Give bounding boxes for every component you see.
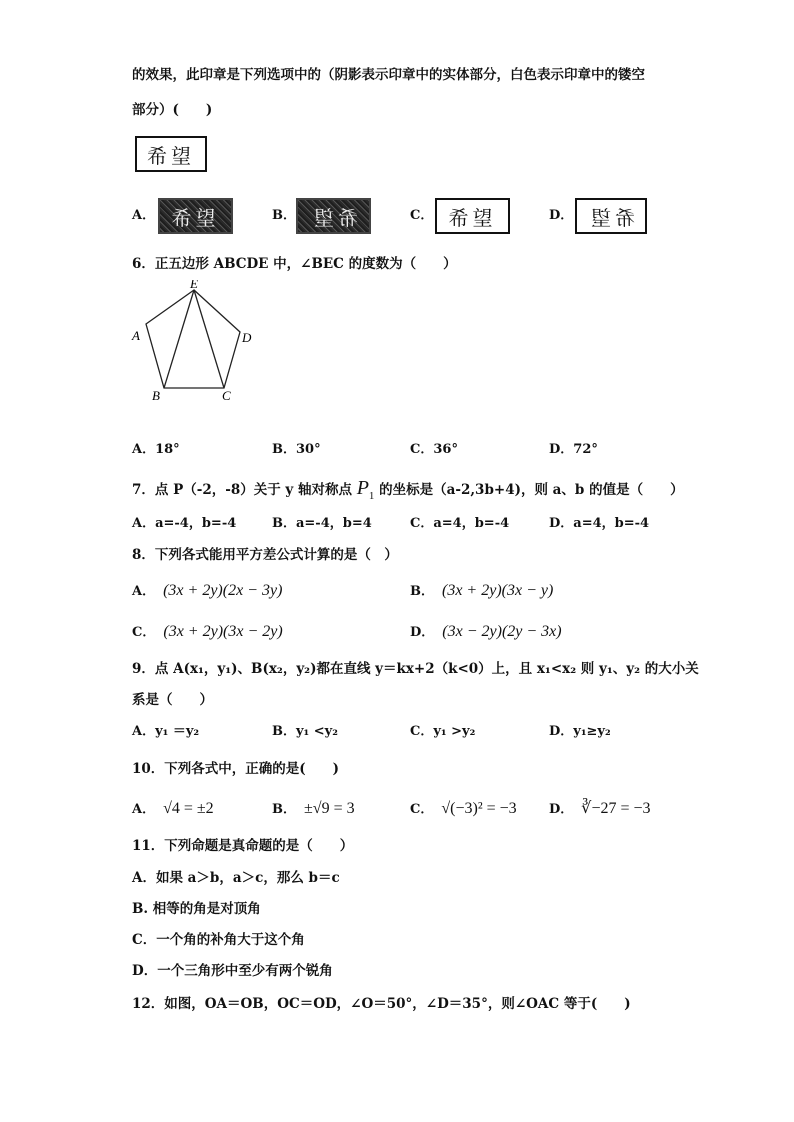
option-label: D． [549, 802, 574, 817]
option-expression: (3x + 2y)(3x − 2y) [163, 623, 283, 640]
q11-option-d: D．一个三角形中至少有两个锐角 [132, 963, 333, 979]
pentagon-outline [146, 290, 240, 388]
q9-option-d: D．y₁≥y₂ [549, 724, 611, 739]
seal-text: 希望 [147, 143, 195, 168]
q10-option-a [132, 799, 214, 820]
seal-text-mirrored: 希望 [587, 205, 635, 230]
q6-option-c: C．36° [410, 442, 458, 457]
q8-option-c [132, 622, 283, 643]
q7-option-c: C．a=4，b=-4 [410, 516, 510, 531]
q11-option-a: A．如果 a＞b，a＞c，那么 b＝c [132, 870, 340, 886]
vertex-label-e: E [190, 280, 198, 291]
q5-option-a-seal [158, 198, 233, 234]
option-expression: (3x − 2y)(2y − 3x) [442, 623, 562, 640]
q5-stem-line2: 部分）( ) [132, 102, 213, 118]
q7-stem-part-b: 的坐标是（a-2,3b+4)，则 a、b 的值是（ ） [379, 482, 684, 498]
q5-original-seal [135, 136, 207, 172]
option-expression: (3x + 2y)(3x − y) [442, 582, 554, 599]
q7-option-b: B．a=-4，b=4 [272, 516, 372, 531]
q5-option-d-seal [575, 198, 647, 234]
q5-option-b-seal [296, 198, 371, 234]
q7-stem [132, 479, 684, 505]
segment-ec [194, 290, 224, 388]
q5-option-c-label: C． [410, 208, 434, 223]
option-label: A． [132, 802, 156, 817]
q11-option-c: C．一个角的补角大于这个角 [132, 932, 305, 948]
option-expression: ±√9 = 3 [304, 800, 355, 817]
seal-text: 希望 [448, 205, 497, 230]
seal-text: 希望 [171, 205, 220, 230]
q6-option-a: A．18° [132, 442, 180, 457]
option-label: C． [132, 625, 156, 640]
option-label: B． [272, 802, 296, 817]
q10-option-d [549, 799, 651, 820]
vertex-label-b: B [152, 388, 160, 403]
q5-stem-line1: 的效果，此印章是下列选项中的（阴影表示印章中的实体部分，白色表示印章中的镂空 [132, 67, 645, 83]
vertex-label-d: D [242, 330, 252, 345]
q5-option-b-label: B． [272, 208, 296, 223]
q6-option-b: B．30° [272, 442, 321, 457]
q7-option-a: A．a=-4，b=-4 [132, 516, 237, 531]
q9-option-c: C．y₁ >y₂ [410, 724, 476, 739]
q9-option-a: A．y₁ ＝y₂ [132, 724, 200, 739]
q10-option-b [272, 799, 355, 820]
q9-option-b: B．y₁ <y₂ [272, 724, 338, 739]
point-p: P [356, 477, 369, 499]
q12-stem: 12．如图，OA＝OB，OC＝OD，∠O＝50°，∠D＝35°，则∠OAC 等于( ) [132, 996, 631, 1012]
q7-option-d: D．a=4，b=-4 [549, 516, 650, 531]
seal-text-mirrored: 希望 [309, 205, 358, 230]
q9-stem-line2: 系是（ ） [132, 692, 213, 708]
option-expression: ∛−27 = −3 [581, 800, 651, 817]
option-label: C． [410, 802, 434, 817]
q7-stem-part-a: 7．点 P（-2，-8）关于 y 轴对称点 [132, 482, 352, 498]
q11-stem: 11．下列命题是真命题的是（ ） [132, 838, 354, 854]
q10-option-c [410, 799, 517, 820]
option-label: D． [410, 625, 435, 640]
q8-option-b [410, 581, 553, 602]
point-subscript: 1 [368, 490, 375, 502]
option-expression: √4 = ±2 [163, 800, 214, 817]
q11-option-b: B. 相等的角是对顶角 [132, 901, 261, 917]
q10-stem: 10．下列各式中，正确的是( ) [132, 761, 340, 777]
q5-option-c-seal [435, 198, 510, 234]
option-expression: (3x + 2y)(2x − 3y) [163, 582, 283, 599]
option-expression: √(−3)² = −3 [441, 800, 517, 817]
segment-eb [164, 290, 194, 388]
q6-option-d: D．72° [549, 442, 598, 457]
q6-stem: 6．正五边形 ABCDE 中，∠BEC 的度数为（ ） [132, 256, 457, 272]
option-label: A． [132, 584, 156, 599]
q8-stem: 8．下列各式能用平方差公式计算的是（ ） [132, 547, 398, 563]
option-label: B． [410, 584, 434, 599]
vertex-label-c: C [222, 388, 231, 403]
q7-point-label [356, 477, 375, 502]
q5-option-a-label: A． [132, 208, 156, 223]
q5-option-d-label: D． [549, 208, 574, 223]
q9-stem-line1: 9．点 A(x₁，y₁)、B(x₂，y₂)都在直线 y＝kx+2（k<0）上，且 x₁<x₂ 则 y₁、y₂ 的大小关 [132, 661, 699, 677]
q8-option-a [132, 581, 282, 602]
q6-pentagon-figure [128, 280, 268, 405]
vertex-label-a: A [132, 328, 140, 343]
q8-option-d [410, 622, 562, 643]
